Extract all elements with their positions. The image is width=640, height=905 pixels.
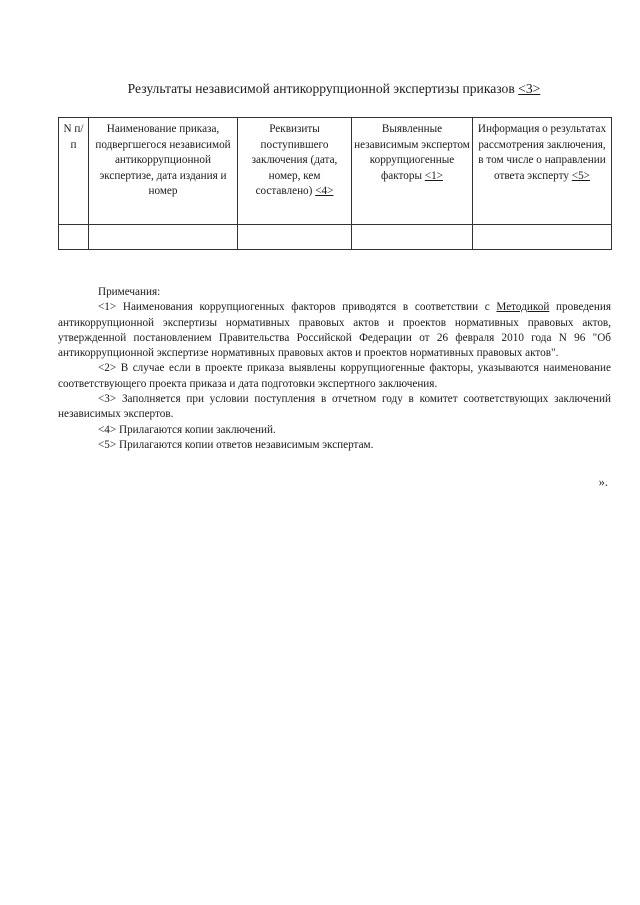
table-cell	[352, 225, 473, 250]
footnote-link-1[interactable]: <1>	[424, 169, 443, 182]
column-header-conclusion-details: Реквизиты поступившего заключения (дата, номер, кем составлено) <4>	[238, 118, 352, 225]
document-title-text: Результаты независимой антикоррупционной экспертизы приказов	[127, 81, 515, 96]
table-row	[59, 225, 612, 250]
table-cell	[473, 225, 612, 250]
note-4: <4> Прилагаются копии заключений.	[98, 423, 276, 436]
notes-heading: Примечания:	[98, 286, 161, 298]
note-2: <2> В случае если в проекте приказа выявлены коррупциогенные факторы, указываются наименование соответствующего проекта приказа и дата подготовки экспертного заключения.	[58, 362, 611, 390]
table-cell	[59, 225, 89, 250]
column-header-order-name: Наименование приказа, подвергшегося независимой антикоррупционной экспертизе, дата издания и номер	[89, 118, 238, 225]
note-1: <1> Наименования коррупциогенных факторов приводятся в соответствии с Методикой проведения антикоррупционной экспертизы нормативных правовых актов и проектов нормативных правовых актов, утвержденной постановлением Правительства Российской Федерации от 26 февраля 2010 года N 96 "Об антикоррупционной экспертизе нормативных правовых актов и проектов нормативных правовых актов".	[58, 301, 612, 360]
table-cell	[238, 225, 352, 250]
methodology-link[interactable]: Методикой	[496, 301, 550, 314]
results-table	[58, 117, 612, 250]
footnote-link-4[interactable]: <4>	[315, 185, 334, 198]
closing-quote: ».	[598, 475, 608, 489]
note-3: <3> Заполняется при условии поступления в отчетном году в комитет соответствующих заключений независимых экспертов.	[58, 393, 611, 421]
notes-section	[58, 285, 611, 453]
column-header-review-results: Информация о результатах рассмотрения заключения, в том числе о направлении ответа эксперту <5>	[473, 118, 612, 225]
note-5: <5> Прилагаются копии ответов независимым экспертам.	[98, 438, 374, 451]
column-header-number: N п/п	[59, 118, 89, 225]
table-header-row	[59, 118, 612, 225]
footnote-link-5[interactable]: <5>	[571, 169, 590, 182]
column-header-corruption-factors: Выявленные независимым экспертом коррупциогенные факторы <1>	[352, 118, 473, 225]
footnote-link-3[interactable]: <3>	[518, 81, 541, 96]
document-title	[58, 80, 610, 98]
table-cell	[89, 225, 238, 250]
